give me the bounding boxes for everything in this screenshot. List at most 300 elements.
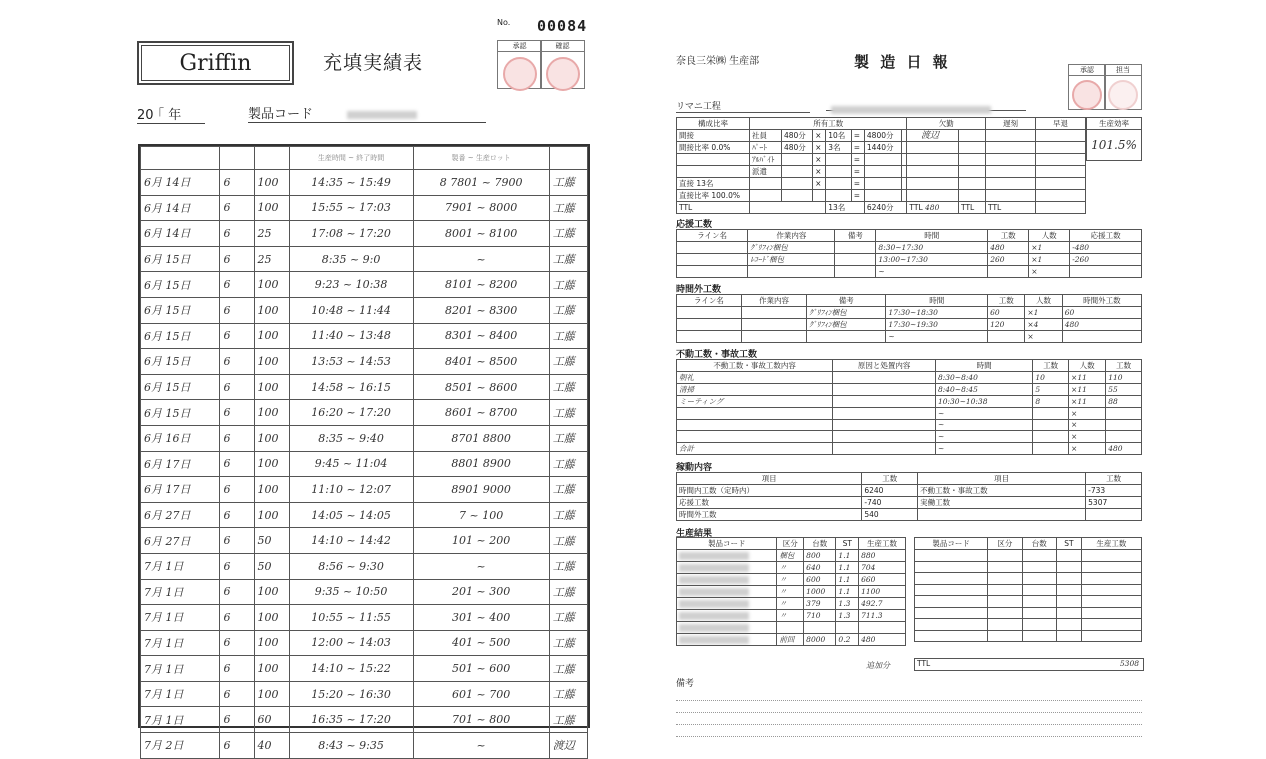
cell-date: 7月 1日 — [141, 681, 220, 707]
table-cell: ミーティング — [677, 396, 833, 408]
table-cell — [918, 509, 1086, 521]
table-cell — [833, 408, 936, 420]
table-cell: × — [813, 142, 826, 154]
cell-serial: 8501 ~ 8600 — [413, 374, 549, 400]
column-header: 備考 — [835, 230, 876, 242]
table-cell: 社員 — [750, 130, 782, 142]
production-table-left — [676, 537, 906, 646]
table-cell: = — [851, 178, 864, 190]
column-header: 生産工数 — [1081, 538, 1141, 550]
efficiency-value: 101.5% — [1087, 130, 1142, 161]
line-date-redacted — [826, 99, 1026, 111]
column-header: 工数 — [862, 473, 918, 485]
table-cell: 13:00~17:30 — [876, 254, 988, 266]
table-cell — [677, 598, 777, 610]
table-cell — [1022, 561, 1056, 573]
approval-stamp — [503, 57, 537, 91]
production-section-title: 生産結果 — [676, 529, 713, 539]
table-row — [141, 374, 588, 400]
cell-date: 6月 15日 — [141, 374, 220, 400]
column-header: ST — [836, 538, 859, 550]
cell-time: 13:53 ~ 14:53 — [289, 349, 413, 375]
production-note: 追加分 — [866, 661, 890, 670]
table-row — [915, 630, 1142, 642]
column-header: 製番 ~ 生産ロット — [413, 147, 549, 170]
table-row — [677, 408, 1142, 420]
cell-lot: 100 — [254, 170, 289, 196]
column-header: 時間 — [935, 360, 1032, 372]
cell-qty: 6 — [220, 528, 254, 554]
table-cell — [804, 622, 836, 634]
table-cell — [1106, 419, 1142, 431]
cell-serial: 8301 ~ 8400 — [413, 323, 549, 349]
cell-time: 9:23 ~ 10:38 — [289, 272, 413, 298]
daily-production-report — [676, 0, 1266, 753]
overtime-section-title: 時間外工数 — [676, 285, 722, 295]
table-cell — [959, 178, 986, 190]
table-cell: 480 — [988, 242, 1029, 254]
cell-serial: 8901 9000 — [413, 477, 549, 503]
table-cell — [1081, 619, 1141, 631]
table-cell — [781, 154, 812, 166]
table-cell: = — [851, 166, 864, 178]
table-cell — [915, 619, 988, 631]
table-cell: × — [813, 166, 826, 178]
table-cell — [1106, 431, 1142, 443]
cell-time: 11:10 ~ 12:07 — [289, 477, 413, 503]
table-row — [677, 254, 1142, 266]
table-cell — [907, 178, 959, 190]
cell-date: 7月 1日 — [141, 656, 220, 682]
table-cell: 1440分 — [864, 142, 901, 154]
table-cell: 清掃 — [677, 384, 833, 396]
table-cell — [1057, 630, 1082, 642]
cell-sign: 工藤 — [549, 630, 587, 656]
table-cell: 合計 — [677, 442, 833, 454]
redacted-product-code — [679, 588, 749, 596]
table-cell — [826, 154, 852, 166]
cell-time: 11:40 ~ 13:48 — [289, 323, 413, 349]
cell-qty: 6 — [220, 681, 254, 707]
cell-date: 6月 15日 — [141, 349, 220, 375]
cell-sign: 工藤 — [549, 605, 587, 631]
column-header: 人数 — [1069, 360, 1106, 372]
approval-stamp-box: 承認 — [497, 40, 542, 89]
table-cell — [907, 190, 959, 202]
table-row — [677, 396, 1142, 408]
table-cell: 直接比率 100.0% — [677, 190, 750, 202]
table-cell — [741, 307, 806, 319]
table-cell — [677, 307, 742, 319]
table-cell — [1057, 573, 1082, 585]
table-row — [141, 707, 588, 733]
table-cell — [750, 190, 782, 202]
cell-lot: 100 — [254, 349, 289, 375]
idle-table — [676, 359, 1142, 455]
cell-sign: 工藤 — [549, 246, 587, 272]
table-row — [141, 221, 588, 247]
table-cell: ~ — [935, 431, 1032, 443]
table-cell: 640 — [804, 562, 836, 574]
table-cell: 10 — [1033, 372, 1069, 384]
table-cell: ｸﾞﾘﾌｨﾝ梱包 — [807, 319, 886, 331]
table-cell: 3名 — [826, 142, 852, 154]
table-cell — [1036, 142, 1086, 154]
table-cell — [677, 574, 777, 586]
column-header: 工数 — [1106, 360, 1142, 372]
cell-time: 8:43 ~ 9:35 — [289, 733, 413, 759]
redacted-product-code — [679, 552, 749, 560]
table-cell: × — [813, 154, 826, 166]
table-cell — [988, 596, 1022, 608]
table-cell: ×11 — [1069, 396, 1106, 408]
table-cell: ｱﾙﾊﾞｲﾄ — [750, 154, 782, 166]
cell-lot: 100 — [254, 425, 289, 451]
cell-lot: 60 — [254, 707, 289, 733]
table-cell: 派遣 — [750, 166, 782, 178]
table-cell: ~ — [886, 331, 988, 343]
table-cell — [1036, 190, 1086, 202]
table-row — [677, 598, 906, 610]
table-row — [141, 579, 588, 605]
cell-lot: 100 — [254, 195, 289, 221]
cell-serial: 701 ~ 800 — [413, 707, 549, 733]
table-cell — [1036, 178, 1086, 190]
cell-time: 16:20 ~ 17:20 — [289, 400, 413, 426]
sheet-number-value: 00084 — [537, 17, 588, 35]
cell-serial: ~ — [413, 733, 549, 759]
table-cell — [907, 142, 959, 154]
composition-row — [677, 154, 1086, 166]
cell-date: 6月 15日 — [141, 272, 220, 298]
table-cell: 0.2 — [836, 633, 859, 645]
table-cell — [959, 142, 986, 154]
table-cell — [677, 242, 748, 254]
table-cell — [750, 178, 782, 190]
table-row — [141, 170, 588, 196]
table-row — [141, 451, 588, 477]
table-cell: × — [1069, 419, 1106, 431]
cell-qty: 6 — [220, 579, 254, 605]
cell-qty: 6 — [220, 323, 254, 349]
table-row — [677, 562, 906, 574]
cell-lot: 100 — [254, 400, 289, 426]
table-cell — [864, 166, 901, 178]
table-cell — [1036, 166, 1086, 178]
table-cell: × — [813, 130, 826, 142]
table-cell: 480 — [859, 633, 906, 645]
check-stamp-box: 確認 — [540, 40, 585, 89]
cell-time: 8:56 ~ 9:30 — [289, 553, 413, 579]
filling-records-table — [138, 144, 590, 753]
table-cell: 480 — [1106, 442, 1142, 454]
cell-qty: 6 — [220, 477, 254, 503]
cell-date: 6月 15日 — [141, 323, 220, 349]
cell-qty: 6 — [220, 707, 254, 733]
table-cell — [915, 573, 988, 585]
cell-sign: 工藤 — [549, 323, 587, 349]
cell-sign: 工藤 — [549, 425, 587, 451]
composition-total-row: TTL 13名 6240分 TTL 480 TTL TTL — [677, 202, 1086, 214]
report-title: 製 造 日 報 — [854, 53, 951, 71]
column-header — [254, 147, 289, 170]
table-cell — [1081, 584, 1141, 596]
column-header: 製品コード — [915, 538, 988, 550]
production-table-right — [914, 537, 1142, 642]
table-cell — [915, 561, 988, 573]
efficiency-box: 生産効率 101.5% — [1086, 117, 1142, 161]
cell-date: 7月 1日 — [141, 630, 220, 656]
column-header: 項目 — [677, 473, 862, 485]
column-header: 工数 — [988, 230, 1029, 242]
table-cell — [1062, 331, 1141, 343]
table-cell: -480 — [1070, 242, 1142, 254]
cell-date: 7月 2日 — [141, 733, 220, 759]
table-cell: = — [851, 154, 864, 166]
column-header: ST — [1057, 538, 1082, 550]
cell-qty: 6 — [220, 425, 254, 451]
table-cell: ~ — [876, 266, 988, 278]
cell-serial: 7 ~ 100 — [413, 502, 549, 528]
product-code-redacted — [347, 111, 417, 119]
cell-sign: 工藤 — [549, 195, 587, 221]
table-cell — [835, 254, 876, 266]
table-row — [677, 372, 1142, 384]
table-cell: 8 — [1033, 396, 1069, 408]
table-row — [677, 319, 1142, 331]
support-table — [676, 229, 1142, 278]
cell-serial: ~ — [413, 553, 549, 579]
cell-date: 6月 27日 — [141, 502, 220, 528]
cell-lot: 100 — [254, 272, 289, 298]
cell-serial: 601 ~ 700 — [413, 681, 549, 707]
table-cell: 880 — [859, 550, 906, 562]
table-cell — [677, 622, 777, 634]
table-cell: ~ — [935, 408, 1032, 420]
cell-sign: 工藤 — [549, 451, 587, 477]
table-cell: ﾚｺｰﾄﾞ梱包 — [748, 254, 835, 266]
table-cell — [986, 166, 1036, 178]
table-cell: 1.1 — [836, 586, 859, 598]
cell-lot: 100 — [254, 374, 289, 400]
table-cell: 379 — [804, 598, 836, 610]
cell-date: 6月 15日 — [141, 400, 220, 426]
column-header: 生産時間 ~ 終了時間 — [289, 147, 413, 170]
table-cell: × — [1025, 331, 1062, 343]
table-cell: 時間外工数 — [677, 509, 862, 521]
table-row — [915, 573, 1142, 585]
table-row — [141, 323, 588, 349]
cell-lot: 100 — [254, 502, 289, 528]
column-header: 時間 — [886, 295, 988, 307]
table-cell — [677, 586, 777, 598]
idle-section-title: 不動工数・事故工数 — [676, 350, 758, 360]
table-cell — [864, 190, 901, 202]
operation-section-title: 稼動内容 — [676, 463, 713, 473]
cell-qty: 6 — [220, 733, 254, 759]
table-cell — [986, 142, 1036, 154]
column-header: 台数 — [1022, 538, 1056, 550]
composition-row — [677, 130, 1086, 142]
table-row — [915, 584, 1142, 596]
table-cell — [915, 550, 988, 562]
cell-lot: 100 — [254, 630, 289, 656]
table-cell: -260 — [1070, 254, 1142, 266]
table-cell: ﾊﾟｰﾄ — [750, 142, 782, 154]
product-code-field — [248, 103, 486, 123]
table-cell: 直接 13名 — [677, 178, 750, 190]
table-cell: 1.1 — [836, 574, 859, 586]
cell-serial: 501 ~ 600 — [413, 656, 549, 682]
table-cell — [864, 154, 901, 166]
table-cell: 492.7 — [859, 598, 906, 610]
cell-sign: 工藤 — [549, 579, 587, 605]
table-row — [141, 425, 588, 451]
table-row — [677, 610, 906, 622]
cell-date: 6月 16日 — [141, 425, 220, 451]
column-header: 台数 — [804, 538, 836, 550]
cell-time: 15:55 ~ 17:03 — [289, 195, 413, 221]
column-header — [220, 147, 254, 170]
column-header: 生産工数 — [859, 538, 906, 550]
table-cell — [748, 266, 835, 278]
table-cell: 4800分 — [864, 130, 901, 142]
table-cell: 260 — [988, 254, 1029, 266]
table-cell — [677, 550, 777, 562]
redacted-product-code — [679, 576, 749, 584]
composition-row — [677, 178, 1086, 190]
table-cell: 1.1 — [836, 562, 859, 574]
table-cell — [1033, 419, 1069, 431]
cell-qty: 6 — [220, 349, 254, 375]
cell-lot: 100 — [254, 323, 289, 349]
table-cell: 5 — [1033, 384, 1069, 396]
column-header: 作業内容 — [748, 230, 835, 242]
table-cell — [988, 630, 1022, 642]
cell-serial: 8601 ~ 8700 — [413, 400, 549, 426]
table-cell — [741, 331, 806, 343]
table-cell — [1081, 573, 1141, 585]
table-cell: -740 — [862, 497, 918, 509]
cell-date: 6月 14日 — [141, 170, 220, 196]
table-cell: 〃 — [777, 598, 804, 610]
table-row — [141, 477, 588, 503]
table-cell: × — [1069, 431, 1106, 443]
table-cell — [1022, 630, 1056, 642]
cell-time: 17:08 ~ 17:20 — [289, 221, 413, 247]
column-header: 作業内容 — [741, 295, 806, 307]
table-cell: ｸﾞﾘﾌｨﾝ梱包 — [748, 242, 835, 254]
table-cell: 1.3 — [836, 610, 859, 622]
table-cell — [833, 372, 936, 384]
cell-time: 9:45 ~ 11:04 — [289, 451, 413, 477]
table-row — [677, 266, 1142, 278]
cell-date: 7月 1日 — [141, 579, 220, 605]
table-cell — [988, 550, 1022, 562]
table-row — [141, 733, 588, 759]
report-owner-stamp-box: 担当 — [1104, 64, 1142, 110]
table-cell: 実働工数 — [918, 497, 1086, 509]
table-cell: 間接 — [677, 130, 750, 142]
cell-sign: 渡辺 — [549, 733, 587, 759]
cell-sign: 工藤 — [549, 553, 587, 579]
cell-time: 9:35 ~ 10:50 — [289, 579, 413, 605]
left-sheet-title: 充填実績表 — [323, 52, 424, 74]
cell-serial: 401 ~ 500 — [413, 630, 549, 656]
table-cell: 朝礼 — [677, 372, 833, 384]
table-row — [141, 502, 588, 528]
table-cell: 〃 — [777, 610, 804, 622]
table-cell — [1033, 442, 1069, 454]
table-cell — [988, 607, 1022, 619]
table-cell — [1057, 550, 1082, 562]
column-header: 時間 — [876, 230, 988, 242]
cell-date: 6月 27日 — [141, 528, 220, 554]
cell-sign: 工藤 — [549, 681, 587, 707]
cell-lot: 100 — [254, 605, 289, 631]
composition-table: 構成比率 所有工数 欠勤 遅刻 早退 間接 社員 480分 × 10名 = 4800分 間接比率 0.0% ﾊﾟｰﾄ 480分 × 3名 = 1440分 ｱﾙﾊﾞｲﾄ × = 派遣 × = 直接 13名 × = 直接比率 100.0% = TTL 13名 6240分 TTL 480 TTL TTL — [676, 117, 1086, 214]
table-row — [677, 622, 906, 634]
redacted-product-code — [679, 564, 749, 572]
table-cell: 6240 — [862, 485, 918, 497]
table-cell: 55 — [1106, 384, 1142, 396]
cell-serial: 101 ~ 200 — [413, 528, 549, 554]
cell-serial: ~ — [413, 246, 549, 272]
column-header: 人数 — [1025, 295, 1062, 307]
table-cell: ×1 — [1029, 242, 1070, 254]
table-row — [141, 681, 588, 707]
table-cell: 8:30~17:30 — [876, 242, 988, 254]
cell-qty: 6 — [220, 605, 254, 631]
column-header: 工数 — [988, 295, 1025, 307]
column-header: 工数 — [1033, 360, 1069, 372]
cell-serial: 7901 ~ 8000 — [413, 195, 549, 221]
cell-lot: 50 — [254, 528, 289, 554]
column-header: 項目 — [918, 473, 1086, 485]
table-cell: 時間内工数（定時内） — [677, 485, 862, 497]
column-header: 製品コード — [677, 538, 777, 550]
cell-sign: 工藤 — [549, 170, 587, 196]
cell-time: 14:35 ~ 15:49 — [289, 170, 413, 196]
cell-serial: 201 ~ 300 — [413, 579, 549, 605]
cell-serial: 8801 8900 — [413, 451, 549, 477]
table-cell — [986, 154, 1036, 166]
table-row — [915, 596, 1142, 608]
table-row — [677, 574, 906, 586]
cell-date: 6月 15日 — [141, 246, 220, 272]
table-cell — [677, 154, 750, 166]
table-cell — [988, 619, 1022, 631]
table-cell — [1036, 154, 1086, 166]
table-cell — [781, 190, 812, 202]
table-cell: 10名 — [826, 130, 852, 142]
table-cell: ×1 — [1029, 254, 1070, 266]
production-total: TTL 5308 — [914, 658, 1144, 671]
table-cell — [677, 610, 777, 622]
cell-sign: 工藤 — [549, 349, 587, 375]
table-header-row — [141, 147, 588, 170]
column-header: 応援工数 — [1070, 230, 1142, 242]
column-header: 人数 — [1029, 230, 1070, 242]
table-cell: ~ — [935, 419, 1032, 431]
table-row — [141, 349, 588, 375]
table-row — [677, 242, 1142, 254]
table-cell: ×11 — [1069, 384, 1106, 396]
table-cell — [836, 622, 859, 634]
table-cell — [777, 622, 804, 634]
table-cell — [781, 178, 812, 190]
table-cell — [1036, 130, 1086, 142]
